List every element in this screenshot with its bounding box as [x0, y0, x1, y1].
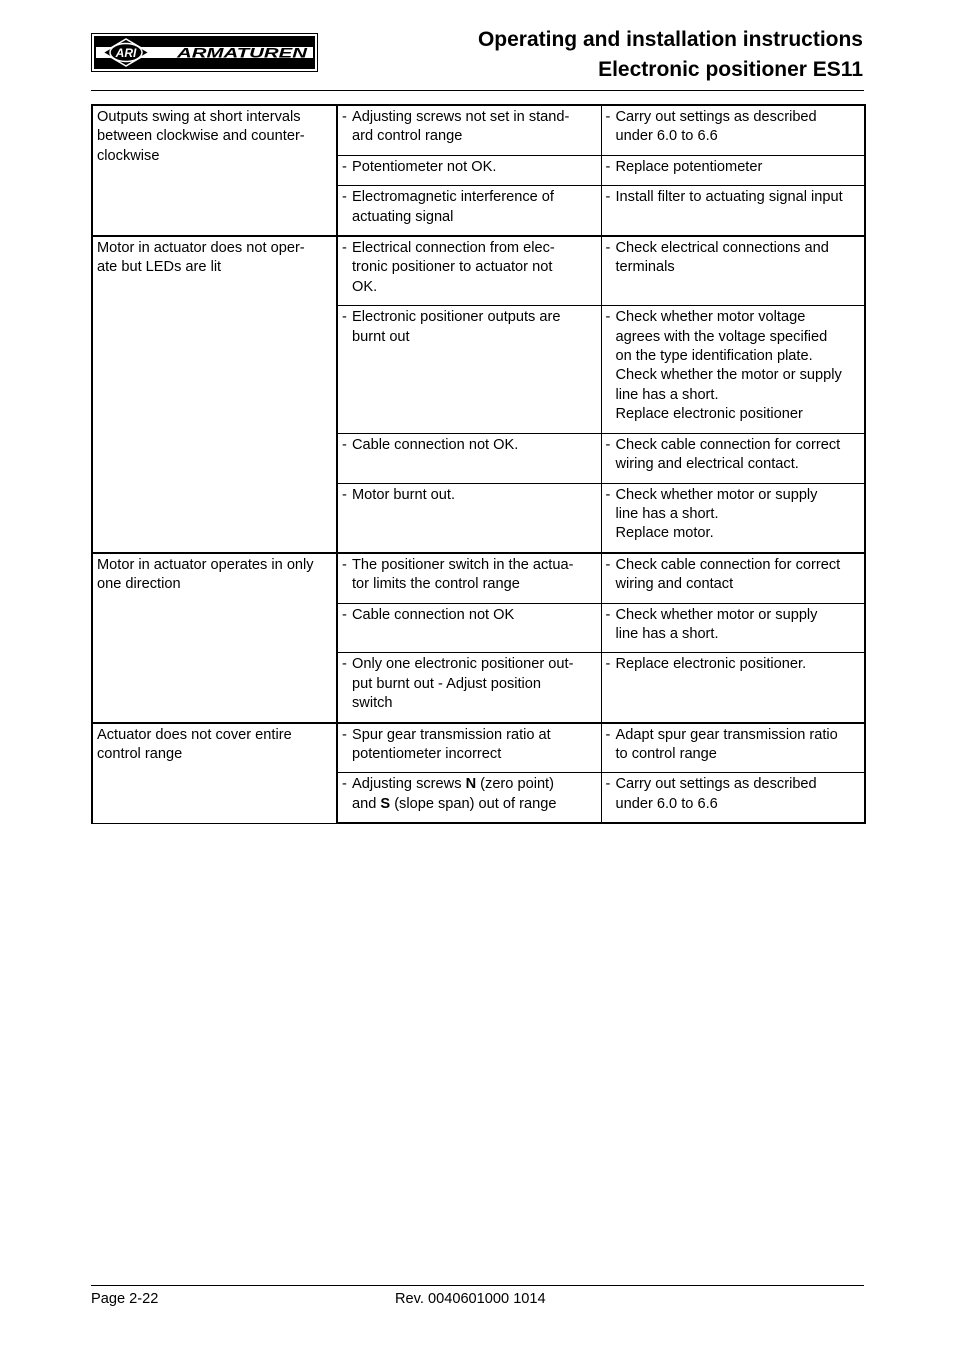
text-line: Check cable connection for correct [615, 556, 841, 573]
text-line: on the type identification plate. [615, 348, 813, 365]
fault-cell [92, 236, 337, 553]
text-line: line has a short. [615, 386, 719, 403]
text-fragment: Adjusting screws [352, 776, 466, 793]
cause-item [342, 188, 598, 227]
text-line: Carry out settings as described [615, 109, 817, 125]
remedy-item [606, 436, 862, 475]
document-title [478, 25, 863, 85]
remedy-item [606, 188, 862, 207]
cause-item [342, 775, 598, 814]
list-dash: - [342, 240, 347, 257]
list-dash: - [342, 606, 347, 623]
troubleshooting-table [91, 104, 866, 824]
list-dash: - [605, 486, 611, 503]
ari-logo-graphic [91, 33, 318, 72]
list-dash: - [342, 726, 347, 743]
cause-cell [337, 155, 601, 185]
text-line: Replace electronic positioner [615, 406, 803, 423]
fault-cell [92, 105, 337, 236]
fault-cell [92, 553, 337, 723]
remedy-item [606, 606, 862, 645]
text-line: line has a short. [615, 625, 719, 642]
remedy-item [606, 158, 862, 177]
cause-cell [337, 723, 601, 773]
cause-cell [337, 773, 601, 823]
title-line-1: Operating and installation instructions [477, 28, 863, 51]
remedy-cell [601, 603, 865, 653]
text-line: ard control range [352, 128, 463, 145]
text-line: Check whether motor or supply [615, 486, 818, 503]
text-line: ate but LEDs are lit [97, 259, 222, 276]
cause-item [342, 726, 598, 765]
text-line: agrees with the voltage specified [615, 328, 828, 345]
list-dash: - [605, 109, 611, 125]
list-dash: - [342, 109, 347, 125]
text-line: Replace motor. [615, 525, 714, 542]
text-line: Electrical connection from elec- [352, 240, 555, 257]
fault-cell [92, 723, 337, 824]
list-dash: - [605, 606, 611, 623]
cause-item [342, 436, 598, 455]
text-line: burnt out [352, 328, 410, 345]
cause-cell [337, 433, 601, 483]
cause-cell [337, 603, 601, 653]
text-line: Electronic positioner outputs are [352, 309, 561, 326]
text-line: Motor burnt out. [352, 486, 456, 503]
remedy-item [606, 308, 862, 424]
text-line: Check whether motor voltage [615, 309, 806, 326]
bold-label: N [465, 776, 477, 793]
text-line: Cable connection not OK [352, 606, 515, 623]
list-dash: - [605, 240, 611, 257]
list-dash: - [342, 556, 347, 573]
table-row [92, 553, 865, 603]
remedy-item [606, 556, 862, 595]
text-fragment: and [352, 795, 381, 812]
title-line-2: Electronic positioner ES11 [598, 58, 863, 81]
text-line: Motor in actuator does not oper- [97, 240, 305, 257]
text-line: Potentiometer not OK. [352, 158, 497, 175]
cause-cell [337, 236, 601, 306]
table-row [92, 236, 865, 306]
list-dash: - [342, 776, 347, 793]
cause-cell [337, 306, 601, 433]
cause-cell [337, 653, 601, 723]
text-line: Outputs swing at short intervals [97, 109, 301, 125]
remedy-item [606, 655, 862, 674]
remedy-item [606, 486, 862, 544]
text-line: Electromagnetic interference of [352, 189, 554, 206]
ari-armaturen-logo [91, 33, 318, 72]
text-line: one direction [97, 576, 181, 593]
text-line: tronic positioner to actuator not [352, 259, 553, 276]
text-line: Replace electronic positioner. [615, 656, 807, 673]
list-dash: - [605, 189, 611, 206]
remedy-cell [601, 306, 865, 433]
revision-number: Rev. 0040601000 1014 [395, 1291, 546, 1307]
text-line: Spur gear transmission ratio at [352, 726, 551, 743]
text-line: put burnt out - Adjust position [352, 675, 542, 692]
text-line: Actuator does not cover entire [97, 726, 292, 743]
text-line: terminals [615, 259, 675, 276]
cause-item [342, 655, 598, 713]
text-line: actuating signal [352, 208, 454, 225]
text-line [352, 795, 598, 814]
remedy-cell [601, 433, 865, 483]
text-line: Check whether the motor or supply [615, 367, 842, 384]
list-dash: - [342, 436, 347, 453]
text-line: The positioner switch in the actua- [352, 556, 574, 573]
remedy-item [606, 726, 862, 765]
text-line: wiring and contact [615, 576, 734, 593]
text-line: OK. [352, 278, 378, 295]
list-dash: - [342, 158, 347, 175]
remedy-cell [601, 186, 865, 236]
list-dash: - [605, 158, 611, 175]
remedy-item [606, 108, 862, 147]
footer-divider [91, 1285, 864, 1286]
remedy-cell [601, 553, 865, 603]
svg-text:ARI: ARI [115, 46, 137, 60]
cause-cell [337, 186, 601, 236]
text-fragment: (zero point) [476, 776, 554, 793]
text-line: Check electrical connections and [615, 240, 829, 257]
remedy-cell [601, 653, 865, 723]
list-dash: - [342, 486, 347, 503]
list-dash: - [605, 726, 611, 743]
text-line: line has a short. [615, 505, 719, 522]
text-line: Install filter to actuating signal input [615, 189, 843, 206]
remedy-item [606, 775, 862, 814]
cause-cell [337, 105, 601, 155]
table-row [92, 105, 865, 155]
text-line: potentiometer incorrect [352, 745, 502, 762]
text-line: Cable connection not OK. [352, 436, 519, 453]
text-line: Adapt spur gear transmission ratio [615, 726, 838, 743]
list-dash: - [342, 656, 347, 673]
cause-cell [337, 553, 601, 603]
remedy-cell [601, 723, 865, 773]
cause-cell [337, 483, 601, 553]
remedy-cell [601, 773, 865, 823]
text-line: Check cable connection for correct [615, 436, 841, 453]
bold-label: S [380, 795, 391, 812]
text-line: Carry out settings as described [615, 776, 817, 793]
text-line: switch [352, 695, 393, 712]
text-line: tor limits the control range [352, 576, 520, 593]
cause-item [342, 108, 598, 147]
text-line: control range [97, 745, 183, 762]
text-line: Motor in actuator operates in only [97, 556, 314, 573]
text-line: under 6.0 to 6.6 [615, 128, 718, 145]
text-line: to control range [615, 745, 717, 762]
cause-item [342, 158, 598, 177]
page-number: Page 2-22 [91, 1291, 159, 1307]
list-dash: - [605, 776, 611, 793]
cause-item [342, 308, 598, 347]
cause-item [342, 556, 598, 595]
list-dash: - [605, 556, 611, 573]
cause-item [342, 486, 598, 505]
troubleshooting-table-body [92, 105, 865, 823]
text-line: under 6.0 to 6.6 [615, 795, 718, 812]
cause-item [342, 606, 598, 625]
remedy-cell [601, 483, 865, 553]
text-line [352, 775, 598, 794]
text-line: Replace potentiometer [615, 158, 763, 175]
text-line: between clockwise and counter- [97, 128, 305, 145]
text-line: Check whether motor or supply [615, 606, 818, 623]
list-dash: - [605, 436, 611, 453]
list-dash: - [605, 656, 611, 673]
remedy-cell [601, 105, 865, 155]
text-line: wiring and electrical contact. [615, 456, 799, 473]
remedy-cell [601, 155, 865, 185]
header-divider [91, 90, 864, 91]
list-dash: - [342, 189, 347, 206]
text-line: Only one electronic positioner out- [352, 656, 574, 673]
list-dash: - [605, 309, 611, 326]
remedy-item [606, 239, 862, 278]
text-fragment: (slope span) out of range [390, 795, 557, 812]
text-line: Adjusting screws not set in stand- [352, 109, 570, 125]
remedy-cell [601, 236, 865, 306]
table-row [92, 723, 865, 773]
list-dash: - [342, 309, 347, 326]
text-line: clockwise [97, 147, 160, 164]
cause-item [342, 239, 598, 297]
svg-text:ARMATUREN: ARMATUREN [175, 45, 308, 61]
